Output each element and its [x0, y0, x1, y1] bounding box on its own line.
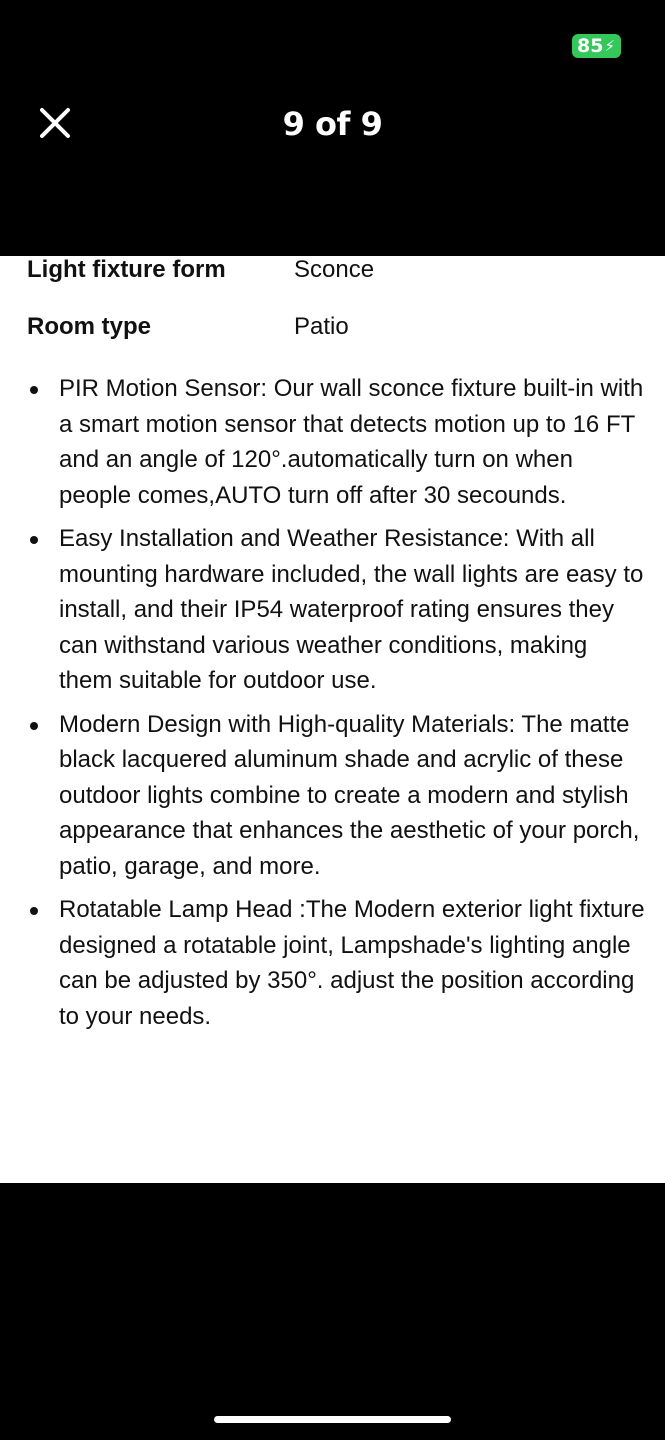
home-indicator[interactable]: [214, 1416, 451, 1423]
spec-value: Patio: [294, 313, 349, 340]
bolt-icon: ⚡︎: [604, 37, 615, 55]
viewer-header: [0, 90, 665, 160]
feature-bullet-lamp-head: Rotatable Lamp Head :The Modern exterior light fixture designed a rotatable joint, Lampshade's lighting angle can be adjusted by 350°. adjust the position according to your needs.: [0, 892, 665, 1034]
status-bar: [0, 0, 665, 90]
spec-value: Sconce: [294, 256, 375, 283]
feature-bullet-design: Modern Design with High-quality Materials: The matte black lacquered aluminum shade and acrylic of these outdoor lights combine to create a modern and stylish appearance that enhances the aesthetic of your porch, patio, garage, and more.: [0, 707, 665, 885]
feature-bullet-motion-sensor: PIR Motion Sensor: Our wall sconce fixture built-in with a smart motion sensor that detects motion up to 16 FT and an angle of 120°.automatically turn on when people comes,AUTO turn off after 30 secounds.: [0, 371, 665, 513]
feature-bullet-list: [0, 371, 665, 1042]
product-details-image: [0, 256, 665, 1183]
battery-indicator: [572, 34, 621, 58]
spec-label: Light fixture form: [27, 256, 226, 283]
feature-bullet-installation: Easy Installation and Weather Resistance: With all mounting hardware included, the wall lights are easy to install, and their IP54 waterproof rating ensures they can withstand various weather conditions, making them suitable for outdoor use.: [0, 521, 665, 699]
spec-label: Room type: [27, 313, 152, 340]
page-counter: 9 of 9: [282, 105, 383, 143]
battery-level: 85: [577, 35, 604, 57]
spec-row-room-type: [27, 313, 647, 343]
spec-row-fixture-form: [27, 256, 647, 286]
